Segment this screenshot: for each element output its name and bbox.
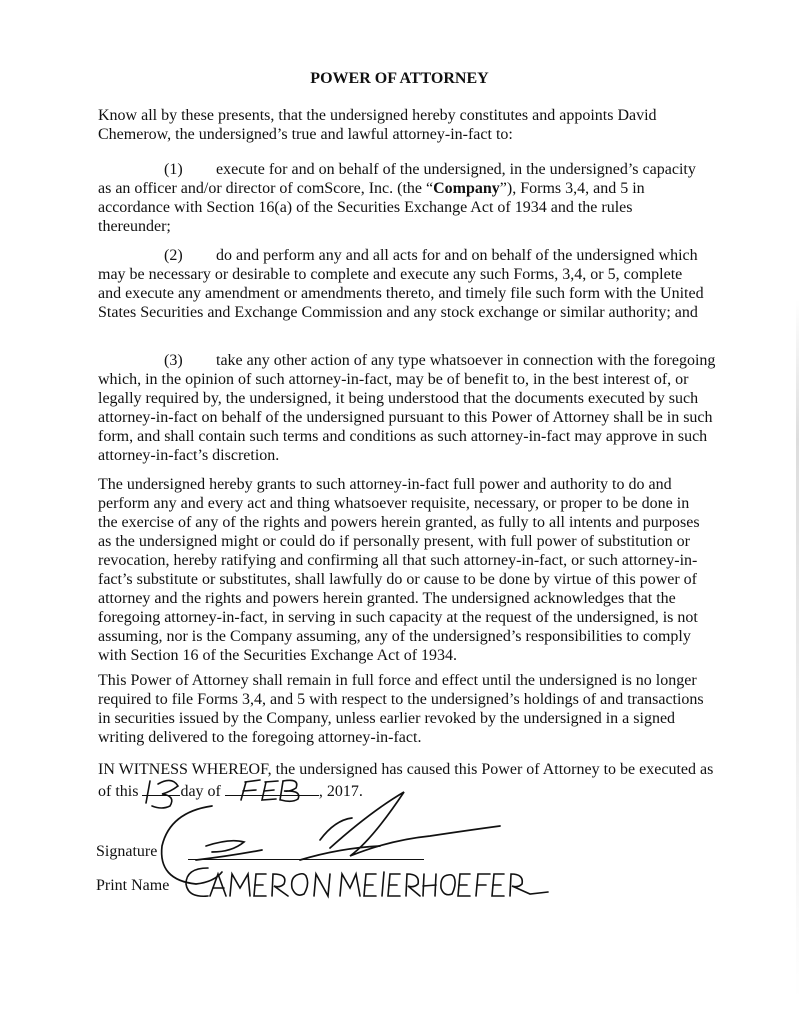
clause-2-number: (2) bbox=[164, 247, 183, 264]
signature-scribble bbox=[162, 792, 500, 884]
handwritten-printed-name bbox=[186, 868, 548, 896]
print-name-label: Print Name bbox=[96, 877, 170, 894]
handwritten-month bbox=[241, 780, 299, 801]
intro-paragraph: Know all by these presents, that the undersigned hereby constitutes and appoints David Chemerow, the undersigned’s true and lawful attorney-in-fact to: bbox=[98, 107, 657, 143]
signature-label: Signature bbox=[96, 843, 158, 860]
grant-paragraph: The undersigned hereby grants to such attorney-in-fact full power and authority to do and perform any and every act and thing whatsoever requisite, necessary, or proper to be done in the exercise of any of the rights and powers herein granted, as fully to all intents and purposes as the undersigned might or could do if personally present, with full power of substitution or revocation, hereby ratifying and confirming all that such attorney-in-fact, or such attorney-in-fact’s substitute or substitutes, shall lawfully do or cause to be done by virtue of this power of attorney and the rights and powers herein granted. The undersigned acknowledges that the foregoing attorney-in-fact, in serving in such capacity at the request of the undersigned, is not assuming, nor is the Company assuming, any of the undersigned’s responsibilities to comply with Section 16 of the Securities Exchange Act of 1934. bbox=[98, 476, 700, 664]
clause-1-number: (1) bbox=[164, 161, 183, 178]
printed-name-value bbox=[188, 874, 189, 875]
clause-1-text-after: ”), Forms 3,4, and 5 in accordance with Section 16(a) of the Securities Exchange Act of 1934 and the rules thereunder; bbox=[98, 180, 645, 235]
witness-of-this: of this bbox=[98, 783, 139, 800]
clause-3-text: take any other action of any type whatsoever in connection with the foregoing which, in the opinion of such attorney-in-fact, may be of benefit to, in the best interest of, or legally required by, the undersigned, it being understood that the documents executed by such attorney-in-fact on behalf of the undersigned pursuant to this Power of Attorney shall be in such form, and shall contain such terms and conditions as such attorney-in-fact may approve in such attorney-in-fact’s discretion. bbox=[98, 352, 716, 464]
day-value bbox=[150, 784, 151, 785]
clause-3-number: (3) bbox=[164, 352, 183, 369]
witness-day-of: day of bbox=[180, 783, 221, 800]
document-title: POWER OF ATTORNEY bbox=[310, 70, 489, 87]
month-value bbox=[246, 784, 247, 785]
clause-2-text: do and perform any and all acts for and on behalf of the undersigned which may be necessary or desirable to complete and execute any such Forms, 3,4, or 5, complete and execute any amendment or amendments thereto, and timely file such form with the United States Securities and Exchange Commission and any stock exchange or similar authority; and bbox=[98, 247, 704, 321]
witness-year: , 2017. bbox=[318, 783, 363, 800]
term-paragraph: This Power of Attorney shall remain in full force and effect until the undersigned is no longer required to file Forms 3,4, and 5 with respect to the undersigned’s holdings of and transactions in securities issued by the Company, unless earlier revoked by the undersigned in a signed writing delivered to the foregoing attorney-in-fact. bbox=[98, 672, 704, 746]
clause-1-text-before: execute for and on behalf of the undersigned, in the undersigned’s capacity as an officer and/or director of comScore, Inc. (the “ bbox=[98, 161, 696, 197]
witness-line: IN WITNESS WHEREOF, the undersigned has caused this Power of Attorney to be executed as bbox=[98, 761, 714, 778]
clause-1-defined-term: Company bbox=[433, 180, 500, 197]
